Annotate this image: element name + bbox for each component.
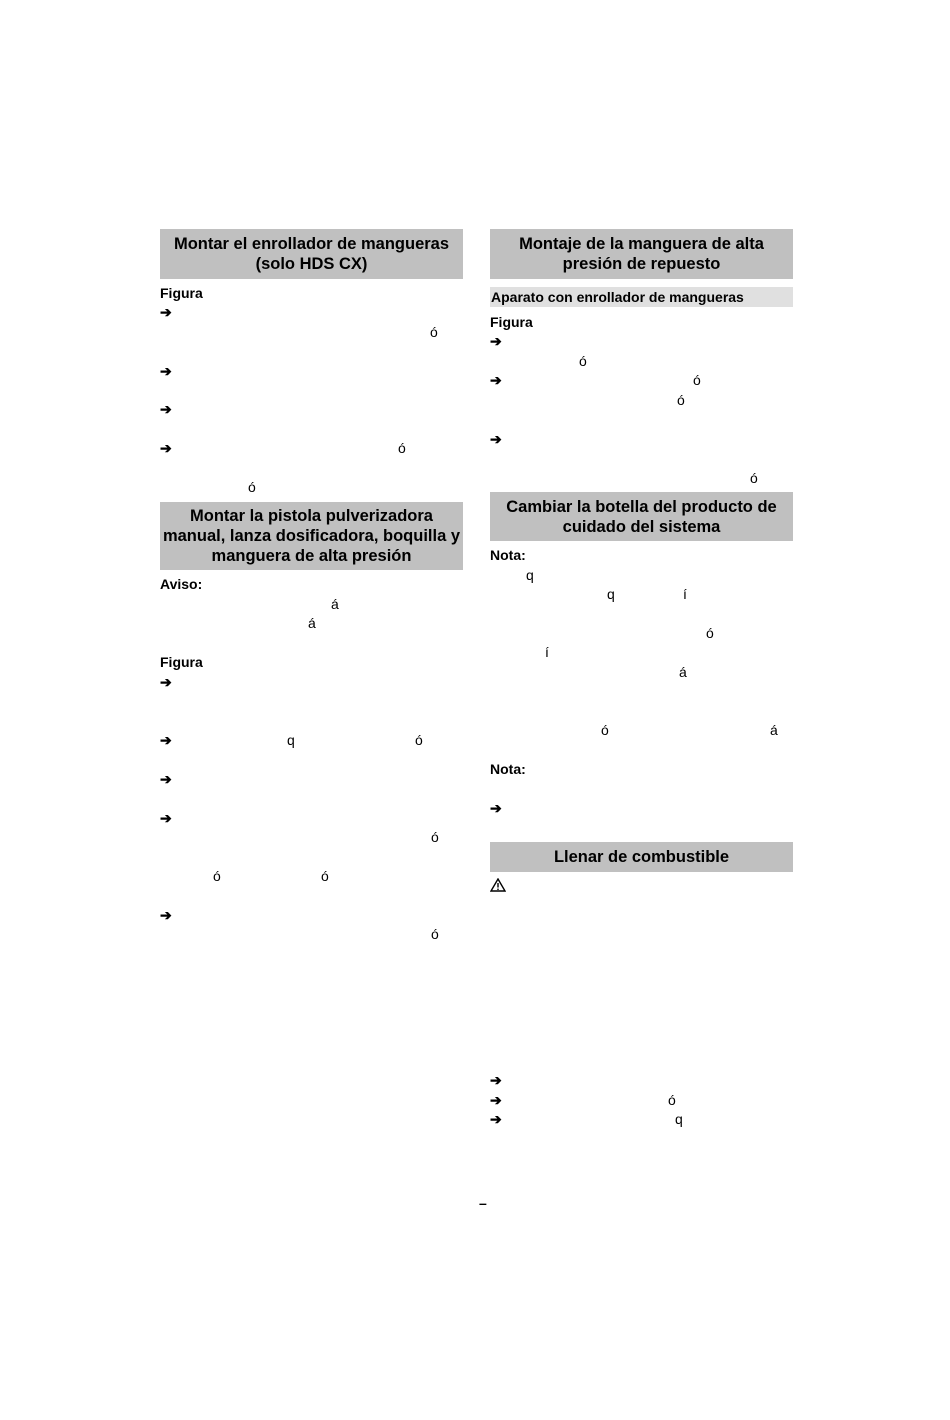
text-fragment: ó [431, 926, 439, 942]
section-title: Llenar de combustible [553, 848, 730, 866]
step-arrow-icon: ➔ [160, 674, 172, 690]
text-fragment: ó [213, 868, 221, 884]
step-arrow-icon: ➔ [490, 1072, 502, 1088]
page-footer-mark: – [479, 1195, 487, 1211]
note-label: Nota: [490, 761, 526, 777]
text-fragment: á [331, 596, 339, 612]
step-arrow-icon: ➔ [160, 401, 172, 417]
section-title: Cambiar la botella del producto de cuidado del sistema [506, 497, 777, 536]
section-header-mount-spray-gun [160, 502, 463, 570]
text-fragment: á [679, 664, 687, 680]
text-fragment: ó [430, 324, 438, 340]
text-fragment: q [526, 567, 534, 583]
step-arrow-icon: ➔ [160, 810, 172, 826]
section-header-spare-hose [490, 229, 793, 279]
text-fragment: ó [248, 479, 256, 495]
figure-label: Figura [160, 654, 203, 670]
text-fragment: ó [415, 732, 423, 748]
section-header-mount-hose-reel [160, 229, 463, 279]
section-title: Montaje de la manguera de alta presión de repuesto [519, 235, 764, 273]
step-arrow-icon: ➔ [160, 732, 172, 748]
warning-triangle-icon [490, 878, 506, 892]
step-arrow-icon: ➔ [160, 907, 172, 923]
text-fragment: ó [750, 470, 758, 486]
step-arrow-icon: ➔ [490, 333, 502, 349]
step-arrow-icon: ➔ [490, 372, 502, 388]
text-fragment: ó [579, 353, 587, 369]
text-fragment: ó [431, 829, 439, 845]
text-fragment: í [683, 586, 687, 602]
subsection-header: Aparato con enrollador de mangueras [490, 287, 793, 307]
text-fragment: ó [668, 1092, 676, 1108]
text-fragment: á [308, 615, 316, 631]
figure-label: Figura [490, 314, 533, 330]
step-arrow-icon: ➔ [160, 771, 172, 787]
step-arrow-icon: ➔ [160, 440, 172, 456]
section-title: Montar la pistola pulverizadora manual, lanza dosificadora, boquilla y manguera de alta presión [162, 507, 461, 565]
section-title: Montar el enrollador de mangueras (solo HDS CX) [173, 235, 450, 273]
text-fragment: ó [706, 625, 714, 641]
text-fragment: q [675, 1111, 683, 1127]
figure-label: Figura [160, 285, 203, 301]
step-arrow-icon: ➔ [160, 304, 172, 320]
text-fragment: ó [693, 372, 701, 388]
note-label: Nota: [490, 547, 526, 563]
step-arrow-icon: ➔ [490, 1111, 502, 1127]
step-arrow-icon: ➔ [490, 800, 502, 816]
step-arrow-icon: ➔ [490, 431, 502, 447]
text-fragment: ó [601, 722, 609, 738]
section-header-change-bottle [490, 492, 793, 541]
text-fragment: ó [398, 440, 406, 456]
text-fragment: q [287, 732, 295, 748]
text-fragment: ó [677, 392, 685, 408]
text-fragment: á [770, 722, 778, 738]
section-header-refuel [490, 842, 793, 872]
warning-label: Aviso: [160, 576, 203, 592]
text-fragment: q [607, 586, 615, 602]
text-fragment: í [545, 644, 549, 660]
step-arrow-icon: ➔ [490, 1092, 502, 1108]
text-fragment: ó [321, 868, 329, 884]
step-arrow-icon: ➔ [160, 363, 172, 379]
